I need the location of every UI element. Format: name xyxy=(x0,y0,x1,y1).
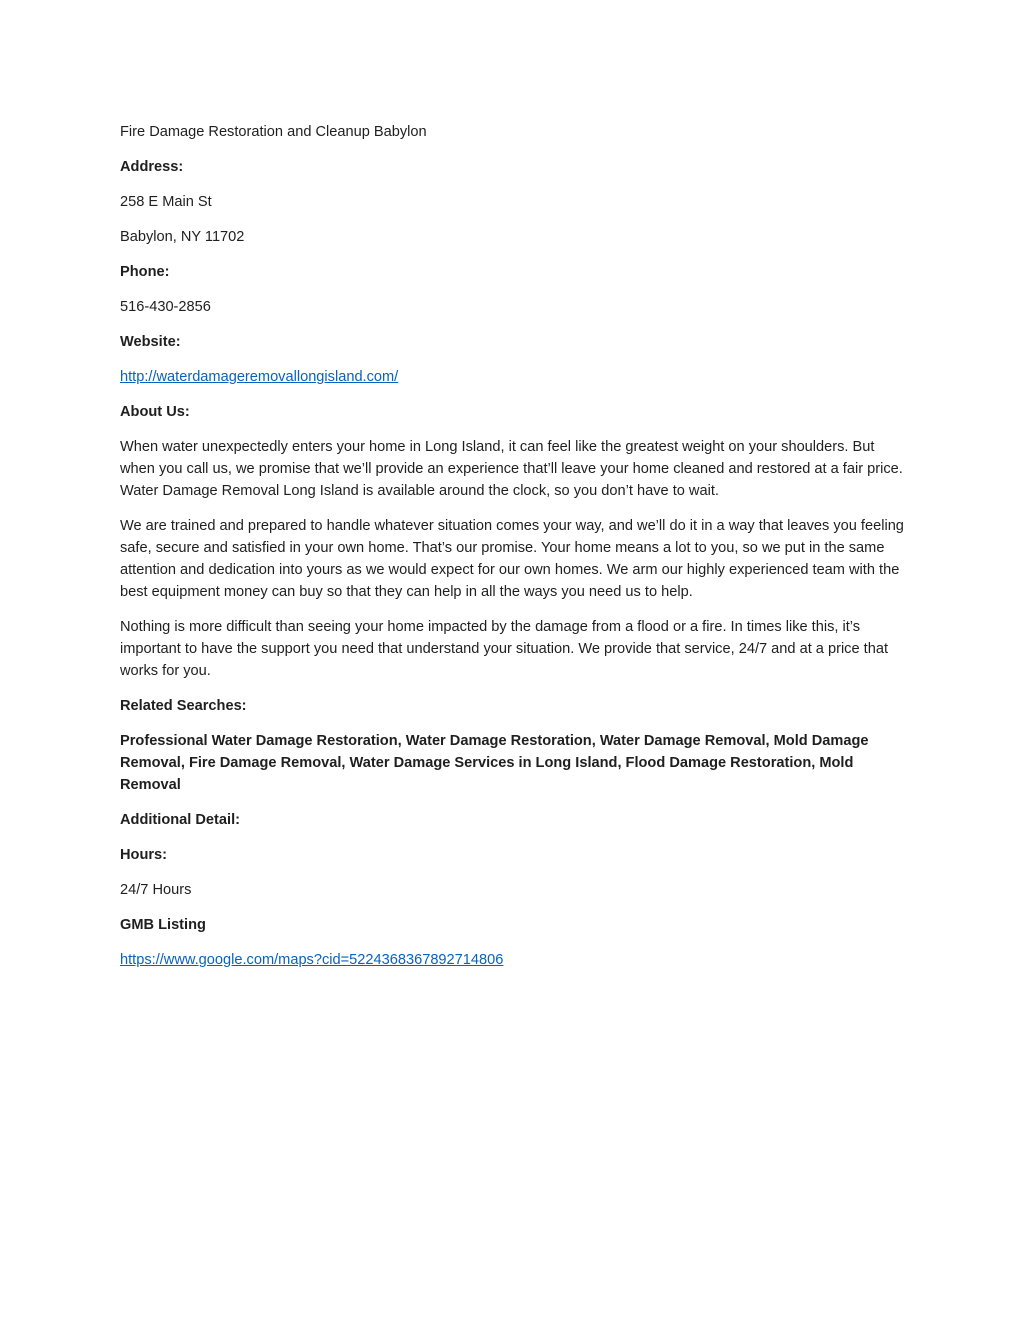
about-label: About Us: xyxy=(120,404,190,420)
address-line2: Babylon, NY 11702 xyxy=(120,229,245,245)
phone-value: 516-430-2856 xyxy=(120,299,211,315)
address-label: Address: xyxy=(120,159,184,175)
additional-detail-label: Additional Detail: xyxy=(120,812,240,828)
address-line1: 258 E Main St xyxy=(120,194,212,210)
gmb-listing-label: GMB Listing xyxy=(120,917,206,933)
website-label: Website: xyxy=(120,334,181,350)
document-page xyxy=(120,121,906,984)
website-link[interactable]: http://waterdamageremovallongisland.com/ xyxy=(120,369,399,385)
phone-label: Phone: xyxy=(120,264,170,280)
hours-label: Hours: xyxy=(120,847,168,863)
about-paragraph-3: Nothing is more difficult than seeing your home impacted by the damage from a flood or a fire. In times like this, it’s important to have the support you need that understand your situation. We provide that service, 24/7 and at a price that works for you. xyxy=(120,619,888,679)
hours-value: 24/7 Hours xyxy=(120,882,192,898)
related-searches-label: Related Searches: xyxy=(120,698,247,714)
related-searches-text: Professional Water Damage Restoration, Water Damage Restoration, Water Damage Removal, Mold Damage Removal, Fire Damage Removal, Water Damage Services in Long Island, Flood Damage Restoration, Mold Removal xyxy=(120,733,869,793)
gmb-listing-link[interactable]: https://www.google.com/maps?cid=5224368367892714806 xyxy=(120,952,504,968)
about-paragraph-2: We are trained and prepared to handle whatever situation comes your way, and we’ll do it in a way that leaves you feeling safe, secure and satisfied in your own home. That’s our promise. Your home means a lot to you, so we put in the same attention and dedication into yours as we would expect for our own homes. We arm our highly experienced team with the best equipment money can buy so that they can help in all the ways you need us to help. xyxy=(120,518,904,600)
document-title: Fire Damage Restoration and Cleanup Babylon xyxy=(120,124,427,140)
about-paragraph-1: When water unexpectedly enters your home in Long Island, it can feel like the greatest weight on your shoulders. But when you call us, we promise that we’ll provide an experience that’ll leave your home cleaned and restored at a fair price. Water Damage Removal Long Island is available around the clock, so you don’t have to wait. xyxy=(120,439,903,499)
